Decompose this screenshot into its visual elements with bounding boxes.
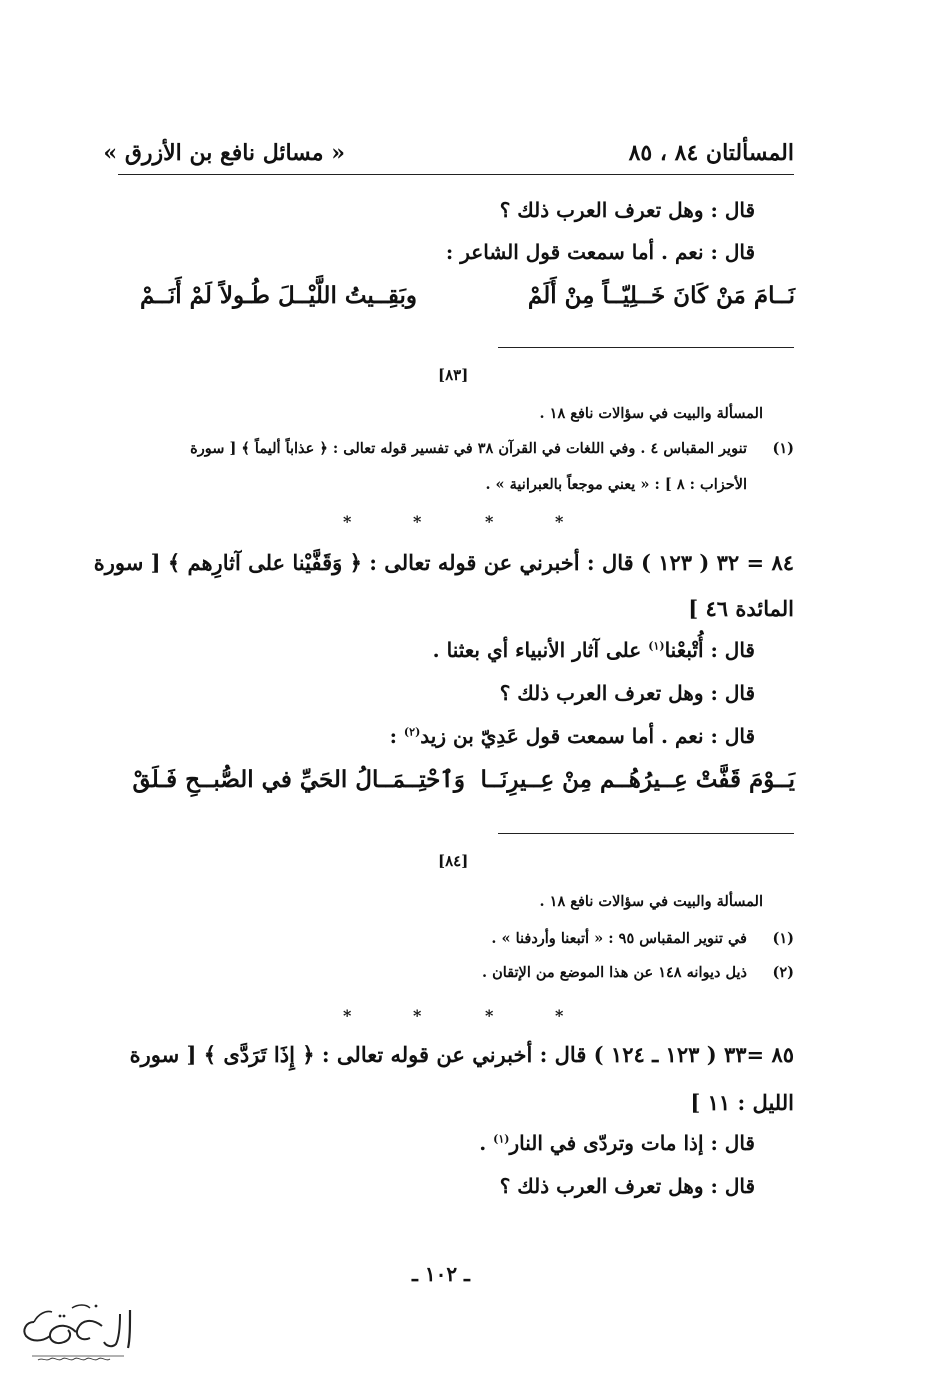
separator-star: *	[555, 1006, 564, 1025]
footnote-text: في تنوير المقباس ٩٥ : « أتبعنا وأردفنا » .	[491, 930, 747, 947]
footnote-number: (١)	[772, 930, 794, 947]
footnote-text: ذيل ديوانه ١٤٨ عن هذا الموضع من الإتقان .	[482, 964, 747, 981]
header-book-title: « مسائل نافع بن الأزرق »	[103, 140, 345, 166]
separator-star: *	[343, 1006, 352, 1025]
answer-text: على آثار الأنبياء أي بعثنا .	[432, 638, 649, 662]
footnote-separator	[498, 833, 794, 834]
answer-text: .	[479, 1131, 494, 1155]
header-rule	[118, 174, 794, 175]
separator-star: *	[555, 512, 564, 531]
footnote-source: المسألة والبيت في سؤالات نافع ١٨ .	[539, 893, 763, 910]
question-line: قال : وهل تعرف العرب ذلك ؟	[499, 198, 755, 222]
footnote-text: تنوير المقباس ٤ . وفي اللغات في القرآن ٣٨ في تفسير قوله تعالى : ﴿ عذاباً أليماً ﴾ [ سورة	[190, 440, 747, 457]
section-reference: [٨٣]	[438, 366, 469, 384]
answer-line	[479, 1131, 755, 1155]
uploader-logo	[12, 1296, 142, 1368]
separator-star: *	[413, 512, 422, 531]
verse-second-hemistich: وبَقِــيتُ اللَّيْــلَ طُـولاً لَمْ أَنَــمْ	[140, 282, 417, 309]
separator-star: *	[485, 1006, 494, 1025]
footnote-separator	[498, 347, 794, 348]
header-section-numbers: المسألتان ٨٤ ، ٨٥	[628, 140, 794, 166]
question-heading-cont: المائدة ٤٦ ]	[688, 596, 794, 621]
verse-second-hemistich: وَٱحْتِــمَــالُ الحَيِّ في الصُّبــحِ فَـلَقْ	[132, 766, 465, 793]
answer-text: قال : أُتْبعْنا	[664, 638, 755, 662]
answer-text: قال : إذا مات وتردّى في النار	[509, 1131, 755, 1155]
verse-first-hemistich: نَــامَ مَنْ كَانَ خَــلِيّــاً مِنْ أَلَمْ	[527, 282, 795, 309]
answer-line	[433, 638, 755, 662]
question-heading-cont: الليل : ١١ ]	[690, 1090, 794, 1115]
separator-star: *	[413, 1006, 422, 1025]
question-line: قال : وهل تعرف العرب ذلك ؟	[499, 681, 755, 705]
separator-star: *	[343, 512, 352, 531]
section-reference: [٨٤]	[438, 852, 469, 870]
answer-line	[390, 724, 755, 748]
question-heading: ٨٥ =٣٣ ( ١٢٣ ـ ١٢٤ ) قال : أخبرني عن قوله تعالى : ﴿ إِذَا تَرَدَّى ﴾ [ سورة	[129, 1042, 794, 1067]
footnote-source: المسألة والبيت في سؤالات نافع ١٨ .	[539, 405, 763, 422]
verse-first-hemistich: يَــوْمَ قَفَّتْ عِــيرُهُــم مِنْ عِــيرِنَــا	[480, 766, 795, 793]
footnote-marker: (١)	[493, 1132, 510, 1146]
question-line: قال : وهل تعرف العرب ذلك ؟	[499, 1174, 755, 1198]
question-heading: ٨٤ = ٣٢ ( ١٢٣ ) قال : أخبرني عن قوله تعالى : ﴿ وَقَفَّيْنا على آثارِهم ﴾ [ سورة	[93, 550, 794, 575]
page-number: ـ ١٠٢ ـ	[412, 1262, 470, 1286]
footnote-number: (٢)	[772, 964, 794, 981]
answer-text: قال : نعم . أما سمعت قول عَدِيّ بن زيد	[420, 724, 755, 748]
answer-line: قال : نعم . أما سمعت قول الشاعر :	[445, 240, 755, 264]
separator-star: *	[485, 512, 494, 531]
footnote-marker: (١)	[648, 639, 665, 653]
footnote-marker: (٢)	[403, 725, 421, 739]
answer-text: :	[389, 724, 404, 748]
footnote-text: الأحزاب : ٨ ] : « يعني موجعاً بالعبرانية » .	[485, 476, 747, 493]
footnote-number: (١)	[772, 440, 794, 457]
